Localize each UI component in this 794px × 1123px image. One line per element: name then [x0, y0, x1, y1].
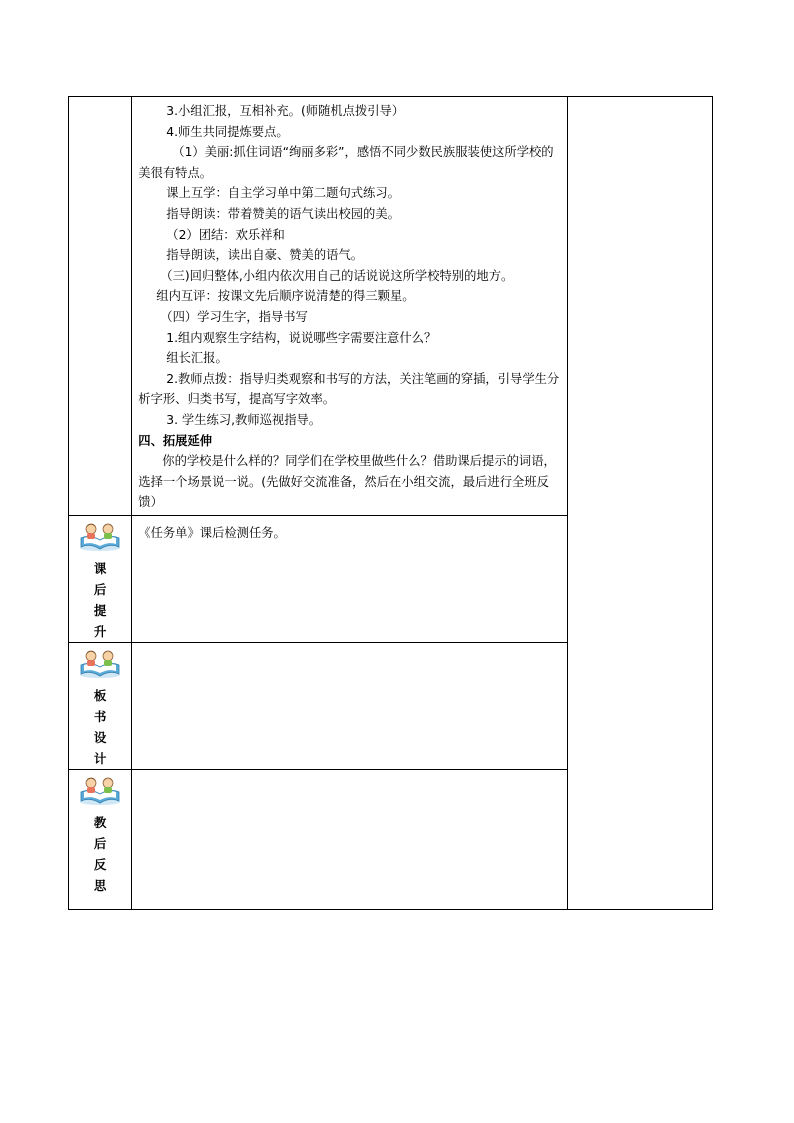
- teaching-reflection-content: [132, 770, 567, 784]
- after-class-content-cell: [132, 516, 568, 643]
- after-class-label-cell: [69, 516, 132, 643]
- lesson-process-row: [69, 97, 713, 516]
- lesson-line: （四）学习生字，指导书写: [160, 309, 308, 324]
- kids-reading-book-icon: [78, 520, 122, 552]
- blackboard-design-content: [132, 643, 567, 657]
- lesson-line: 1.组内观察生字结构，说说哪些字需要注意什么？: [166, 330, 437, 345]
- lesson-line: 课上互学：自主学习单中第二题句式练习。: [166, 186, 400, 201]
- lesson-line: 4.师生共同提炼要点。: [166, 124, 289, 139]
- right-notes-cell: [568, 97, 713, 910]
- lesson-line: 3. 学生练习,教师巡视指导。: [166, 412, 322, 427]
- lesson-line: 组长汇报。: [166, 351, 228, 366]
- blackboard-design-label: 板 书 设 计: [93, 688, 107, 766]
- blackboard-design-content-cell: [132, 643, 568, 770]
- lesson-process-cell: [132, 97, 568, 516]
- lesson-line: （1）美丽:抓住词语“绚丽多彩”，感悟不同少数民族服装使这所学校的美很有特点。: [138, 145, 554, 180]
- left-empty-cell: [69, 97, 132, 516]
- teaching-reflection-label-cell: [69, 770, 132, 910]
- teaching-reflection-content-cell: [132, 770, 568, 910]
- teaching-reflection-label: 教 后 反 思: [93, 815, 107, 893]
- lesson-line: 指导朗读，读出自豪、赞美的语气。: [166, 248, 364, 263]
- section-heading: 四、拓展延伸: [138, 433, 213, 448]
- lesson-line: （三)回归整体,小组内依次用自己的话说说这所学校特别的地方。: [160, 268, 514, 283]
- after-class-content: 《任务单》课后检测任务。: [138, 526, 286, 540]
- lesson-line: 组内互评：按课文先后顺序说清楚的得三颗星。: [156, 289, 415, 304]
- lesson-line: 3.小组汇报，互相补充。(师随机点拨引导）: [166, 104, 405, 118]
- after-class-label: 课 后 提 升: [93, 561, 107, 639]
- lesson-line: （2）团结：欢乐祥和: [166, 227, 285, 242]
- lesson-line: 2.教师点拨：指导归类观察和书写的方法，关注笔画的穿插，引导学生分析字形、归类书写，提高写字效率。: [138, 371, 560, 407]
- blackboard-design-label-cell: [69, 643, 132, 770]
- lesson-line: 你的学校是什么样的？同学们在学校里做些什么？借助课后提示的词语，选择一个场景说一说。(先做好交流准备，然后在小组交流，最后进行全班反馈）: [138, 454, 556, 510]
- kids-reading-book-icon: [78, 774, 122, 806]
- lesson-line: 指导朗读：带着赞美的语气读出校园的美。: [166, 206, 400, 221]
- lesson-plan-table: [68, 96, 713, 910]
- kids-reading-book-icon: [78, 647, 122, 679]
